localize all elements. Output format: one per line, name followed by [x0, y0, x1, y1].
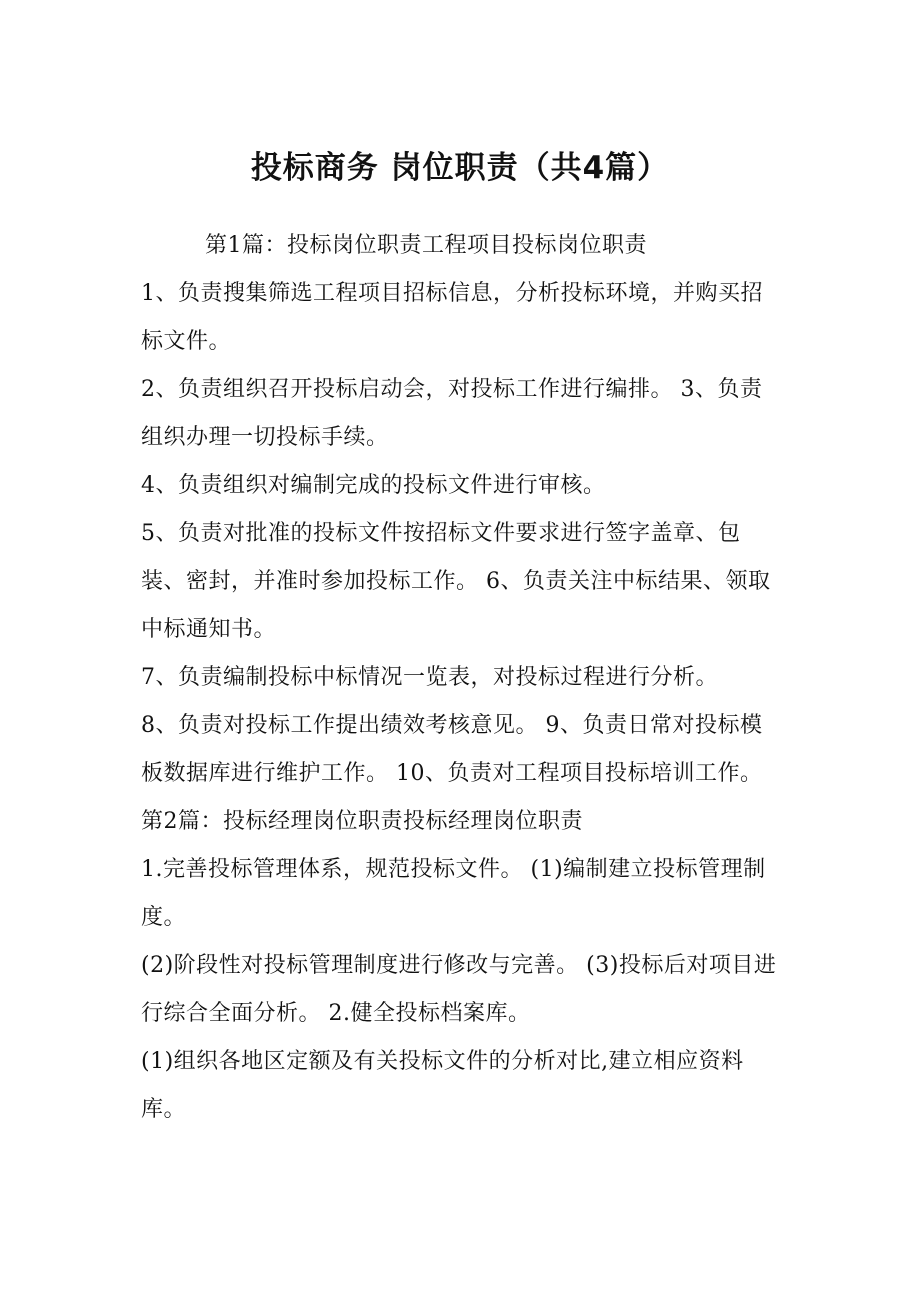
paragraph-6: 8、负责对投标工作提出绩效考核意见。 9、负责日常对投标模板数据库进行维护工作。 10、负责对工程项目投标培训工作。	[141, 713, 763, 786]
paragraph-8: (2)阶段性对投标管理制度进行修改与完善。 (3)投标后对项目进行综合全面分析。 2.健全投标档案库。	[141, 953, 777, 1026]
document-title: 投标商务 岗位职责（共4篇）	[250, 150, 670, 186]
paragraph-2: 2、负责组织召开投标启动会，对投标工作进行编排。 3、负责组织办理一切投标手续。	[141, 377, 763, 450]
paragraph-7: 1.完善投标管理体系，规范投标文件。 (1)编制建立投标管理制度。	[141, 857, 766, 930]
section-heading-2: 第2篇：投标经理岗位职责投标经理岗位职责	[141, 809, 583, 834]
paragraph-4: 5、负责对批准的投标文件按招标文件要求进行签字盖章、包装、密封，并准时参加投标工作。 6、负责关注中标结果、领取中标通知书。	[141, 521, 771, 642]
paragraph-3: 4、负责组织对编制完成的投标文件进行审核。	[141, 473, 606, 498]
document-body	[141, 222, 783, 1134]
paragraph-5: 7、负责编制投标中标情况一览表，对投标过程进行分析。	[141, 665, 718, 690]
paragraph-9: (1)组织各地区定额及有关投标文件的分析对比,建立相应资料库。	[141, 1049, 744, 1122]
section-heading-1: 第1篇：投标岗位职责工程项目投标岗位职责	[205, 233, 647, 258]
paragraph-1: 1、负责搜集筛选工程项目招标信息，分析投标环境，并购买招标文件。	[141, 281, 763, 354]
